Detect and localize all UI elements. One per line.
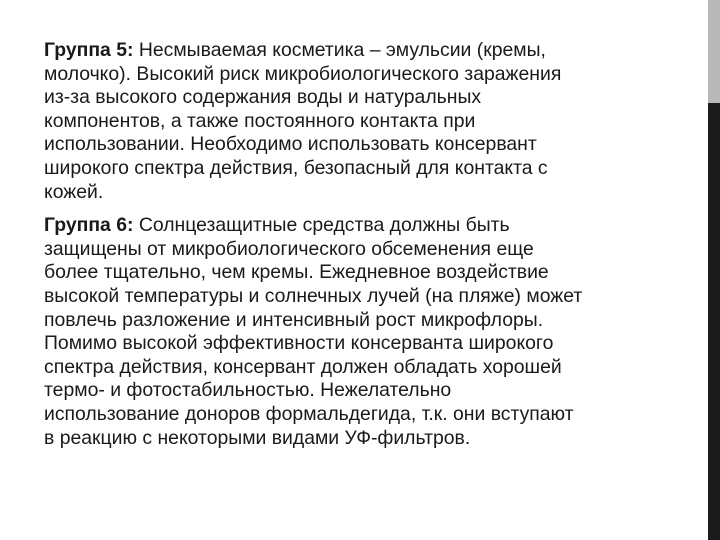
group-6-line: высокой температуры и солнечных лучей (на пляже) может: [44, 284, 583, 307]
group-6-line: термо- и фотостабильностью. Нежелательно: [44, 379, 452, 402]
slide-body: [44, 39, 684, 450]
group-6-line: использование доноров формальдегида, т.к. они вступают: [44, 402, 574, 425]
group-6-line: более тщательно, чем кремы. Ежедневное воздействие: [44, 261, 549, 284]
group-5-line: компонентов, а также постоянного контакта при: [44, 109, 476, 132]
paragraph-group-6: [44, 214, 684, 450]
group-5-label: Группа 5:: [44, 39, 134, 61]
right-edge-bar-accent: [708, 0, 720, 103]
group-6-line: в реакцию с некоторыми видами УФ-фильтров.: [44, 426, 471, 449]
group-6-line: Помимо высокой эффективности консерванта широкого: [44, 332, 554, 355]
group-6-line: Солнцезащитные средства должны быть: [138, 214, 510, 237]
group-6-line: повлечь разложение и интенсивный рост микрофлоры.: [44, 308, 544, 331]
group-5-line: широкого спектра действия, безопасный для контакта с: [44, 156, 548, 179]
group-5-line: молочко). Высокий риск микробиологического заражения: [44, 62, 562, 85]
group-6-line: защищены от микробиологического обсеменения еще: [44, 237, 534, 260]
group-6-label: Группа 6:: [44, 214, 134, 237]
group-5-line: использовании. Необходимо использовать консервант: [44, 133, 537, 156]
group-5-line: Несмываемая косметика – эмульсии (кремы,: [138, 39, 546, 61]
group-6-line: спектра действия, консервант должен обладать хорошей: [44, 355, 562, 378]
paragraph-group-5: [44, 39, 684, 204]
group-5-line: кожей.: [44, 180, 104, 203]
group-5-line: из-за высокого содержания воды и натуральных: [44, 86, 482, 109]
